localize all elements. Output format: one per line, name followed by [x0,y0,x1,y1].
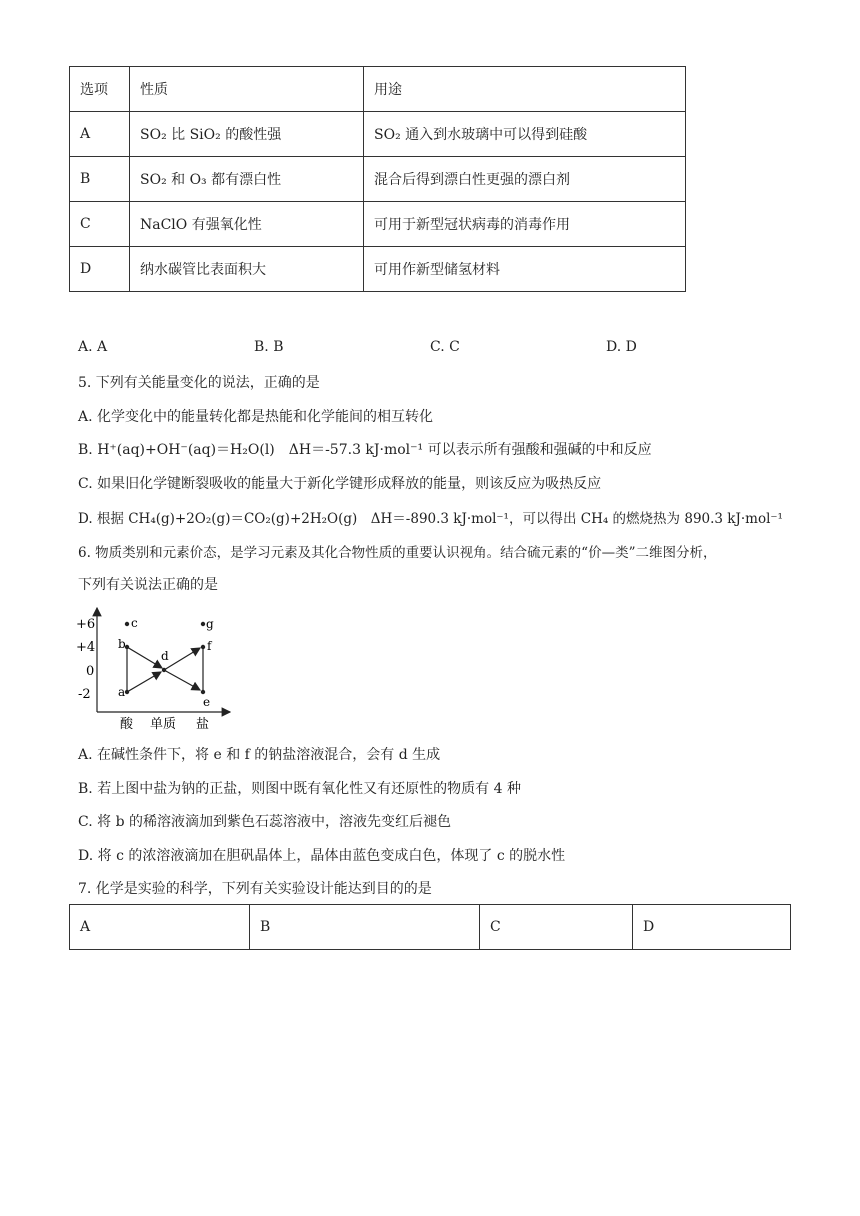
table-header-row [70,905,791,950]
point-label-c: c [131,616,138,630]
point-label-b: b [118,637,126,651]
table-header-cell: A [70,905,250,950]
y-tick-label: +6 [76,617,96,632]
table-cell: SO₂ 和 O₃ 都有漂白性 [130,157,364,202]
table-header-cell: 用途 [364,67,686,112]
q6-option-a: A. 在碱性条件下，将 e 和 f 的钠盐溶液混合，会有 d 生成 [78,747,441,763]
table-cell: NaClO 有强氧化性 [130,202,364,247]
q7-stem: 7. 化学是实验的科学，下列有关实验设计能达到目的的是 [78,881,432,897]
x-label-salt: 盐 [196,717,210,732]
table-header-cell: B [250,905,480,950]
q6-stem-line1: 6. 物质类别和元素价态，是学习元素及其化合物性质的重要认识视角。结合硫元素的“价—类”二维图分析， [78,545,717,561]
table-row [70,157,686,202]
point-f [201,645,205,649]
q4-option-d: D. D [606,339,637,355]
table-cell: D [70,247,130,292]
q4-option-a: A. A [78,339,108,355]
y-tick-label: +4 [76,640,96,655]
q5-option-c: C. 如果旧化学键断裂吸收的能量大于新化学键形成释放的能量，则该反应为吸热反应 [78,476,602,492]
point-label-f: f [207,639,212,653]
q5-option-d: D. 根据 CH₄(g)+2O₂(g)＝CO₂(g)+2H₂O(g) ΔH＝-890.3 kJ·mol⁻¹，可以得出 CH₄ 的燃烧热为 890.3 kJ·mol⁻¹ [78,511,783,527]
arrow-a-d [127,672,161,692]
point-a [125,690,129,694]
table-header-cell: 性质 [130,67,364,112]
q5-option-a: A. 化学变化中的能量转化都是热能和化学能间的相互转化 [78,409,434,425]
y-tick-label: 0 [86,664,95,679]
sulfur-valence-class-diagram [72,602,242,732]
y-tick-label: -2 [78,687,91,702]
point-g [201,622,205,626]
table-cell: 混合后得到漂白性更强的漂白剂 [364,157,686,202]
arrow-b-d [127,647,162,668]
q4-table [69,66,686,292]
table-header-cell: C [480,905,633,950]
point-c [125,622,129,626]
q4-option-c: C. C [430,339,460,355]
table-cell: SO₂ 通入到水玻璃中可以得到硅酸 [364,112,686,157]
point-label-d: d [161,649,169,663]
table-row [70,202,686,247]
table-cell: 可用作新型储氢材料 [364,247,686,292]
point-label-a: a [118,685,126,699]
table-header-cell: 选项 [70,67,130,112]
table-cell: C [70,202,130,247]
q4-option-b: B. B [254,339,284,355]
table-header-row [70,67,686,112]
point-label-e: e [203,695,211,709]
q5-stem: 5. 下列有关能量变化的说法，正确的是 [78,375,320,391]
x-label-acid: 酸 [120,717,134,732]
table-row [70,112,686,157]
q6-stem-line2: 下列有关说法正确的是 [78,577,218,593]
table-cell: 纳水碳管比表面积大 [130,247,364,292]
point-d [162,668,166,672]
table-row [70,247,686,292]
table-cell: SO₂ 比 SiO₂ 的酸性强 [130,112,364,157]
q7-table [69,904,791,950]
arrow-d-f [164,648,200,670]
arrow-d-e [164,670,200,690]
q6-option-b: B. 若上图中盐为钠的正盐，则图中既有氧化性又有还原性的物质有 4 种 [78,781,521,797]
point-e [201,690,205,694]
q6-option-c: C. 将 b 的稀溶液滴加到紫色石蕊溶液中，溶液先变红后褪色 [78,814,451,830]
q5-option-b: B. H⁺(aq)+OH⁻(aq)＝H₂O(l) ΔH＝-57.3 kJ·mol⁻¹ 可以表示所有强酸和强碱的中和反应 [78,442,652,458]
point-label-g: g [206,617,214,631]
q6-option-d: D. 将 c 的浓溶液滴加在胆矾晶体上，晶体由蓝色变成白色，体现了 c 的脱水性 [78,848,566,864]
table-cell: A [70,112,130,157]
table-cell: B [70,157,130,202]
table-header-cell: D [633,905,791,950]
x-label-element: 单质 [150,717,177,732]
table-cell: 可用于新型冠状病毒的消毒作用 [364,202,686,247]
